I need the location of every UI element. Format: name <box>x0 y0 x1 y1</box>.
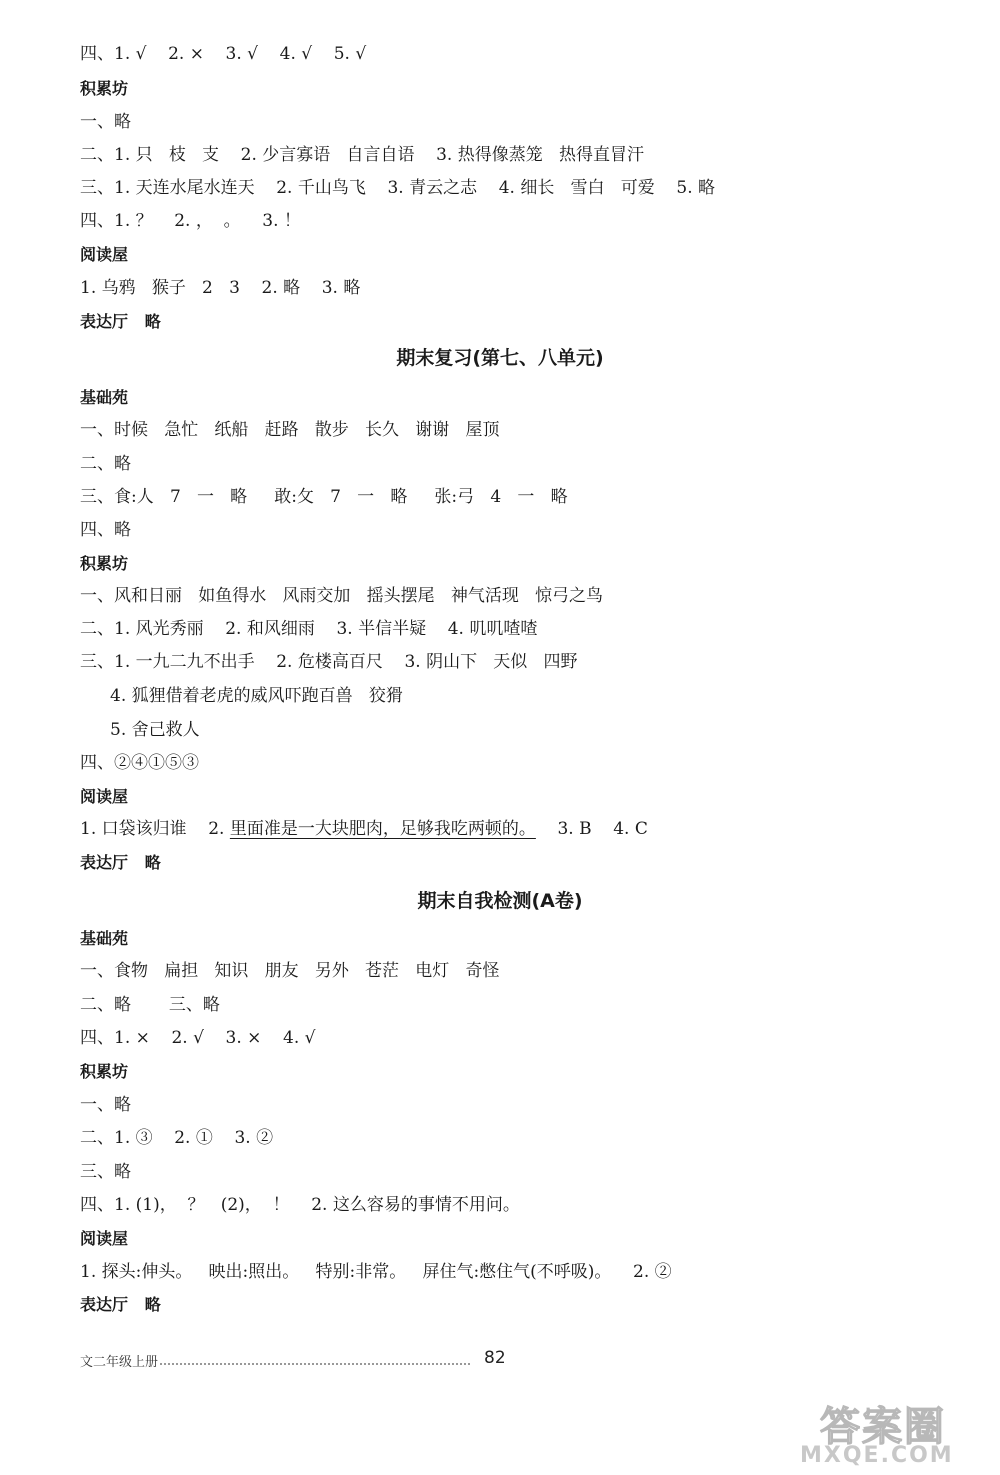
footer-book-label: 文二年级上册 <box>80 1355 159 1370</box>
watermark-title: 答案圈 <box>820 1404 946 1450</box>
answer-line <box>80 39 366 69</box>
line-text: 四、略 <box>80 520 131 540</box>
line-text: 基础苑 <box>80 388 129 407</box>
line-text: 三、食:人 7 一 略 敢:攵 7 一 略 张:弓 4 一 略 <box>80 487 568 507</box>
line-text: 表达厅 略 <box>80 312 161 331</box>
section-heading <box>80 1224 128 1254</box>
answer-line <box>80 814 648 844</box>
answer-line <box>80 415 499 445</box>
footer-dotted-rule <box>160 1363 470 1365</box>
answer-line <box>80 173 715 203</box>
line-text: 四、1. √ 2. × 3. √ 4. √ 5. √ <box>80 44 367 64</box>
answer-line <box>80 990 220 1020</box>
answer-line <box>80 647 578 677</box>
line-text: 四、②④①⑤③ <box>80 753 199 773</box>
line-text: 基础苑 <box>80 929 129 948</box>
answer-line <box>80 1123 273 1153</box>
answer-line <box>80 614 537 644</box>
section-heading <box>80 74 128 104</box>
section-heading <box>80 1290 161 1320</box>
line-text: 表达厅 略 <box>80 1295 161 1314</box>
section-heading <box>80 549 128 579</box>
answer-line <box>80 482 568 512</box>
section-heading <box>80 924 128 954</box>
answer-line <box>80 273 360 303</box>
section-heading <box>80 307 161 337</box>
answer-line <box>80 107 131 137</box>
line-text: 四、1. ？ 2. ， 。 3. ！ <box>80 211 301 231</box>
line-text-after: 3. B 4. C <box>535 819 648 839</box>
answer-line <box>80 140 644 170</box>
section-title <box>0 341 1000 375</box>
line-text: 期末自我检测(A卷) <box>417 890 583 912</box>
answer-line <box>80 748 199 778</box>
line-text: 二、1. 风光秀丽 2. 和风细雨 3. 半信半疑 4. 叽叽喳喳 <box>80 619 538 639</box>
section-title <box>0 884 1000 918</box>
answer-line <box>80 1257 672 1287</box>
section-heading <box>80 1057 128 1087</box>
line-text: 阅读屋 <box>80 245 129 264</box>
line-text: 一、略 <box>80 112 131 132</box>
line-text: 一、时候 急忙 纸船 赶路 散步 长久 谢谢 屋顶 <box>80 420 500 440</box>
section-heading <box>80 383 128 413</box>
line-text: 三、1. 天连水尾水连天 2. 千山鸟飞 3. 青云之志 4. 细长 雪白 可爱 5. 略 <box>80 178 716 198</box>
watermark-logo <box>790 1395 990 1470</box>
answer-line <box>80 1023 316 1053</box>
line-text: 积累坊 <box>80 554 129 573</box>
line-text: 四、1. × 2. √ 3. × 4. √ <box>80 1028 316 1048</box>
line-text: 积累坊 <box>80 1062 129 1081</box>
line-text: 1. 口袋该归谁 2. <box>80 819 230 839</box>
line-text: 三、略 <box>80 1162 131 1182</box>
line-text: 阅读屋 <box>80 787 129 806</box>
underlined-answer: 里面准是一大块肥肉，足够我吃两顿的。 <box>229 819 536 839</box>
section-heading <box>80 782 128 812</box>
line-text: 二、略 <box>80 454 131 474</box>
line-text: 四、1. (1)， ？ (2)， ！ 2. 这么容易的事情不用问。 <box>80 1195 520 1215</box>
answer-line <box>80 1190 520 1220</box>
answer-line <box>80 581 603 611</box>
watermark-url: MXQE.COM <box>800 1443 954 1468</box>
line-text: 积累坊 <box>80 79 129 98</box>
line-text: 1. 乌鸦 猴子 2 3 2. 略 3. 略 <box>80 278 361 298</box>
answer-line <box>80 1090 131 1120</box>
line-text: 一、风和日丽 如鱼得水 风雨交加 摇头摆尾 神气活现 惊弓之鸟 <box>80 586 604 606</box>
answer-line <box>110 715 200 745</box>
answer-line <box>80 956 499 986</box>
line-text: 一、食物 扁担 知识 朋友 另外 苍茫 电灯 奇怪 <box>80 961 500 981</box>
line-text: 1. 探头:伸头。 映出:照出。 特别:非常。 屏住气:憋住气(不呼吸)。 2. ② <box>80 1262 672 1282</box>
line-text: 阅读屋 <box>80 1229 129 1248</box>
section-heading <box>80 240 128 270</box>
answer-line <box>80 1157 131 1187</box>
line-text: 三、1. 一九二九不出手 2. 危楼高百尺 3. 阴山下 天似 四野 <box>80 652 578 672</box>
answer-line <box>80 449 131 479</box>
answer-line <box>80 515 131 545</box>
line-text: 期末复习(第七、八单元) <box>396 347 604 369</box>
answer-line <box>80 206 301 236</box>
line-text: 二、1. 只 枝 支 2. 少言寡语 自言自语 3. 热得像蒸笼 热得直冒汗 <box>80 145 644 165</box>
line-text: 一、略 <box>80 1095 131 1115</box>
line-text: 5. 舍己救人 <box>110 720 200 740</box>
page-number: 82 <box>484 1348 506 1368</box>
line-text: 表达厅 略 <box>80 853 161 872</box>
section-heading <box>80 848 161 878</box>
line-text: 二、1. ③ 2. ① 3. ② <box>80 1128 274 1148</box>
line-text: 4. 狐狸借着老虎的威风吓跑百兽 狡猾 <box>110 686 403 706</box>
line-text: 二、略 三、略 <box>80 995 220 1015</box>
answer-line <box>110 681 403 711</box>
